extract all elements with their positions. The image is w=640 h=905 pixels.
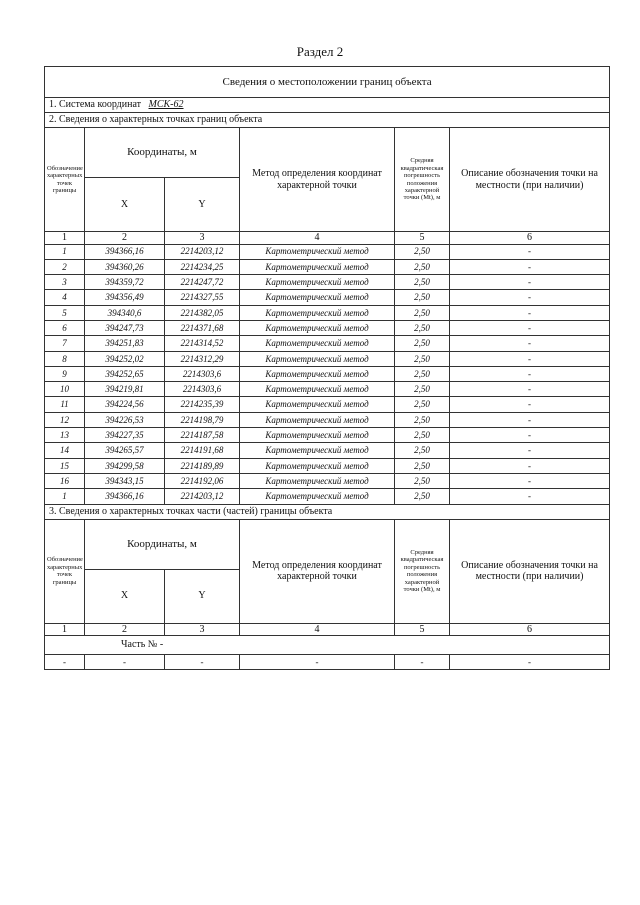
point-method: Картометрический метод (240, 428, 395, 443)
header-y: Y (165, 178, 240, 232)
point-description: - (450, 275, 610, 290)
point-precision: 2,50 (395, 320, 450, 335)
point-number: 14 (45, 443, 85, 458)
column-number: 6 (450, 232, 610, 245)
point-x: 394224,56 (85, 397, 165, 412)
point-method: Картометрический метод (240, 489, 395, 504)
point-precision: 2,50 (395, 305, 450, 320)
point-description: - (450, 428, 610, 443)
point-y: 2214382,05 (165, 305, 240, 320)
coord-system-value: МСК-62 (148, 99, 184, 111)
point-description: - (450, 366, 610, 381)
point-y: 2214312,29 (165, 351, 240, 366)
point-description: - (450, 305, 610, 320)
column-number: 4 (240, 623, 395, 636)
point-x: 394247,73 (85, 320, 165, 335)
point-precision: 2,50 (395, 290, 450, 305)
point-description: - (450, 351, 610, 366)
table-row (45, 397, 610, 412)
point-number: 4 (45, 290, 85, 305)
part-cell: - (240, 655, 395, 670)
point-precision: 2,50 (395, 443, 450, 458)
part-cell: - (165, 655, 240, 670)
point-number: 9 (45, 366, 85, 381)
point-precision: 2,50 (395, 259, 450, 274)
table-row (45, 382, 610, 397)
part-cell: - (45, 655, 85, 670)
point-x: 394299,58 (85, 458, 165, 473)
header-x: X (85, 178, 165, 232)
header-method: Метод определения координат характерной точки (240, 519, 395, 623)
coord-system-label: 1. Система координат (49, 99, 142, 111)
coord-system-line (45, 98, 610, 113)
point-y: 2214192,06 (165, 473, 240, 488)
table-row (45, 473, 610, 488)
part-row (45, 655, 610, 670)
point-x: 394219,81 (85, 382, 165, 397)
point-x: 394252,02 (85, 351, 165, 366)
part-cell: - (395, 655, 450, 670)
point-method: Картометрический метод (240, 351, 395, 366)
column-number: 2 (85, 232, 165, 245)
point-method: Картометрический метод (240, 305, 395, 320)
point-x: 394356,49 (85, 290, 165, 305)
point-method: Картометрический метод (240, 275, 395, 290)
point-y: 2214191,68 (165, 443, 240, 458)
point-x: 394226,53 (85, 412, 165, 427)
table-row (45, 320, 610, 335)
point-precision: 2,50 (395, 275, 450, 290)
point-precision: 2,50 (395, 366, 450, 381)
point-method: Картометрический метод (240, 320, 395, 335)
section-3-label: 3. Сведения о характерных точках части (частей) границы объекта (45, 504, 610, 519)
column-number: 1 (45, 232, 85, 245)
point-y: 2214187,58 (165, 428, 240, 443)
table-row (45, 244, 610, 259)
column-number: 3 (165, 232, 240, 245)
table-row (45, 366, 610, 381)
point-description: - (450, 412, 610, 427)
point-y: 2214327,55 (165, 290, 240, 305)
point-x: 394251,83 (85, 336, 165, 351)
table-row (45, 305, 610, 320)
header-coordinates: Координаты, м (85, 519, 240, 569)
point-y: 2214203,12 (165, 489, 240, 504)
point-method: Картометрический метод (240, 473, 395, 488)
part-cell: - (450, 655, 610, 670)
point-description: - (450, 489, 610, 504)
point-x: 394366,16 (85, 244, 165, 259)
point-number: 8 (45, 351, 85, 366)
point-number: 1 (45, 489, 85, 504)
part-cell: - (85, 655, 165, 670)
point-number: 6 (45, 320, 85, 335)
point-method: Картометрический метод (240, 397, 395, 412)
section-3-column-numbers-row (45, 623, 610, 636)
point-number: 10 (45, 382, 85, 397)
point-method: Картометрический метод (240, 244, 395, 259)
column-number: 4 (240, 232, 395, 245)
part-label: Часть № - (45, 636, 610, 655)
point-x: 394366,16 (85, 489, 165, 504)
header-precision: Средняя квадратическая погрешность положения характерной точки (Mt), м (395, 128, 450, 232)
point-y: 2214203,12 (165, 244, 240, 259)
point-number: 2 (45, 259, 85, 274)
boundary-table (44, 66, 610, 670)
point-precision: 2,50 (395, 489, 450, 504)
point-precision: 2,50 (395, 473, 450, 488)
column-number: 2 (85, 623, 165, 636)
point-x: 394265,57 (85, 443, 165, 458)
table-caption: Сведения о местоположении границ объекта (45, 67, 610, 98)
point-number: 3 (45, 275, 85, 290)
header-method: Метод определения координат характерной точки (240, 128, 395, 232)
point-x: 394360,26 (85, 259, 165, 274)
header-precision: Средняя квадратическая погрешность положения характерной точки (Mt), м (395, 519, 450, 623)
table-row (45, 412, 610, 427)
point-precision: 2,50 (395, 382, 450, 397)
point-method: Картометрический метод (240, 290, 395, 305)
table-row (45, 428, 610, 443)
point-number: 5 (45, 305, 85, 320)
point-number: 16 (45, 473, 85, 488)
section-title: Раздел 2 (296, 44, 344, 59)
point-description: - (450, 259, 610, 274)
point-x: 394340,6 (85, 305, 165, 320)
point-y: 2214234,25 (165, 259, 240, 274)
table-row (45, 259, 610, 274)
point-precision: 2,50 (395, 412, 450, 427)
point-number: 7 (45, 336, 85, 351)
column-number: 6 (450, 623, 610, 636)
point-description: - (450, 336, 610, 351)
section-2-column-numbers-row (45, 232, 610, 245)
point-description: - (450, 382, 610, 397)
table-row (45, 351, 610, 366)
point-x: 394227,35 (85, 428, 165, 443)
point-y: 2214303,6 (165, 366, 240, 381)
point-description: - (450, 397, 610, 412)
table-row (45, 458, 610, 473)
section-2-label: 2. Сведения о характерных точках границ объекта (45, 113, 610, 128)
point-y: 2214303,6 (165, 382, 240, 397)
header-point-designation: Обозначение характерных точек границы (45, 128, 85, 232)
point-description: - (450, 443, 610, 458)
column-number: 5 (395, 232, 450, 245)
point-precision: 2,50 (395, 428, 450, 443)
header-description: Описание обозначения точки на местности (при наличии) (450, 519, 610, 623)
point-method: Картометрический метод (240, 336, 395, 351)
point-description: - (450, 473, 610, 488)
point-y: 2214247,72 (165, 275, 240, 290)
header-y: Y (165, 569, 240, 623)
point-number: 1 (45, 244, 85, 259)
point-x: 394359,72 (85, 275, 165, 290)
point-number: 13 (45, 428, 85, 443)
point-precision: 2,50 (395, 458, 450, 473)
point-y: 2214371,68 (165, 320, 240, 335)
point-method: Картометрический метод (240, 366, 395, 381)
table-row (45, 275, 610, 290)
point-number: 11 (45, 397, 85, 412)
column-number: 5 (395, 623, 450, 636)
point-number: 15 (45, 458, 85, 473)
point-x: 394252,65 (85, 366, 165, 381)
point-method: Картометрический метод (240, 412, 395, 427)
point-y: 2214314,52 (165, 336, 240, 351)
point-description: - (450, 458, 610, 473)
point-y: 2214235,39 (165, 397, 240, 412)
point-description: - (450, 290, 610, 305)
column-number: 1 (45, 623, 85, 636)
table-row (45, 443, 610, 458)
point-precision: 2,50 (395, 397, 450, 412)
header-coordinates: Координаты, м (85, 128, 240, 178)
point-precision: 2,50 (395, 244, 450, 259)
table-row (45, 290, 610, 305)
point-method: Картометрический метод (240, 382, 395, 397)
point-method: Картометрический метод (240, 259, 395, 274)
table-row (45, 489, 610, 504)
header-x: X (85, 569, 165, 623)
point-y: 2214189,89 (165, 458, 240, 473)
point-method: Картометрический метод (240, 458, 395, 473)
point-precision: 2,50 (395, 351, 450, 366)
point-number: 12 (45, 412, 85, 427)
column-number: 3 (165, 623, 240, 636)
table-row (45, 336, 610, 351)
point-x: 394343,15 (85, 473, 165, 488)
point-description: - (450, 320, 610, 335)
point-description: - (450, 244, 610, 259)
point-precision: 2,50 (395, 336, 450, 351)
header-point-designation: Обозначение характерных точек границы (45, 519, 85, 623)
point-method: Картометрический метод (240, 443, 395, 458)
header-description: Описание обозначения точки на местности (при наличии) (450, 128, 610, 232)
point-y: 2214198,79 (165, 412, 240, 427)
